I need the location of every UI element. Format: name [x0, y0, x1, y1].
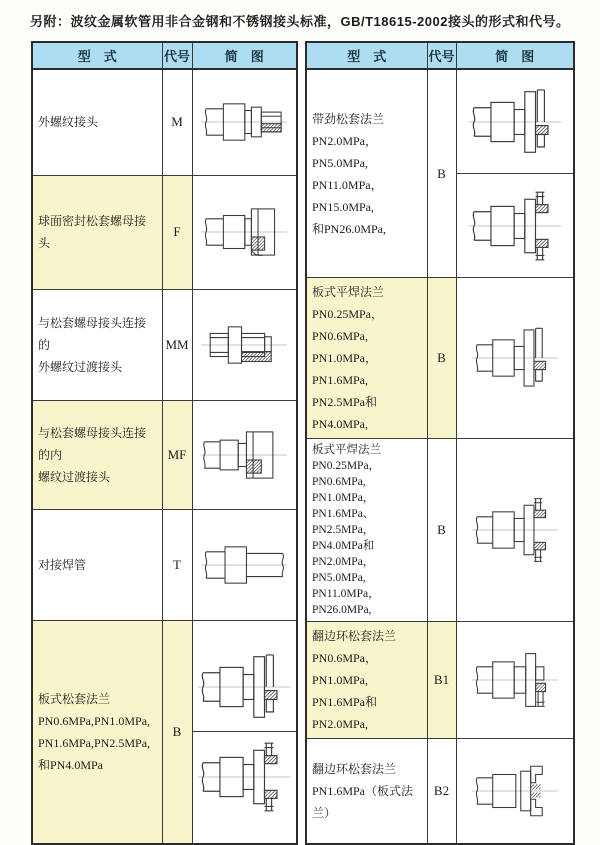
fitting-diagram-cell [456, 739, 574, 844]
fitting-diagram-cell [456, 622, 574, 739]
page-title: 另附：波纹金属软管用非合金钢和不锈钢接头标准，GB/T18615-2002接头的形式和代号。 [30, 14, 570, 29]
fitting-type-cell [306, 739, 427, 844]
fitting-type-cell [306, 439, 427, 622]
fitting-diagram-cell [192, 509, 297, 620]
fitting-type-line: PN1.0MPa，PN1.6MPa、 [312, 492, 375, 520]
fitting-code-cell: T [162, 509, 192, 620]
fitting-type-line: 螺纹过渡接头 [38, 469, 111, 484]
fitting-type-line: PN11.0MPa，PN15.0MPa, [312, 177, 383, 214]
plate-loose-flange-upper-diagram [193, 642, 297, 731]
fitting-diagram-cell [456, 69, 574, 278]
fitting-type-line: 球面密封松套螺母接头 [38, 214, 147, 251]
lap-ring-loose-flange-b1-diagram [466, 647, 564, 713]
male-thread-nipple-diagram [195, 312, 293, 378]
fitting-table-left [31, 41, 298, 845]
fitting-code-cell: B [427, 439, 456, 622]
fitting-type-cell [306, 69, 427, 278]
table-row [32, 289, 297, 400]
fitting-type-cell [32, 400, 162, 509]
col-header-type: 型 式 [306, 42, 427, 69]
fitting-type-line: PN1.6MPa（板式法兰） [312, 783, 414, 820]
col-header-type: 型 式 [32, 42, 162, 69]
fitting-code-cell: B1 [427, 622, 456, 739]
table-row [306, 739, 574, 844]
neck-loose-flange-upper-diagram [457, 70, 574, 173]
fitting-diagram-cell [192, 175, 297, 289]
fitting-type-line: PN1.0MPa，PN1.6MPa, [312, 351, 378, 387]
col-header-diagram: 简 图 [456, 42, 574, 69]
fitting-code-cell: B [427, 278, 456, 439]
fitting-type-line: 板式平焊法兰 [312, 285, 385, 299]
fitting-table-right [305, 41, 575, 845]
fitting-type-line: PN2.0MPa，PN5.0MPa, [312, 133, 378, 170]
fitting-type-cell [32, 620, 162, 843]
fitting-diagram-cell [192, 620, 297, 843]
table-row [306, 278, 574, 439]
fitting-type-line: 和PN26.0MPa, [312, 221, 387, 236]
fitting-code-cell: M [162, 69, 192, 175]
fitting-diagram-cell [192, 289, 297, 400]
fitting-code-cell: MF [162, 400, 192, 509]
fitting-diagram-cell [192, 400, 297, 509]
fitting-type-line: PN11.0MPa，PN26.0MPa, [312, 588, 380, 616]
fitting-type-line: 翻边环松套法兰 [312, 629, 397, 643]
fitting-type-line: 和PN4.0MPa [38, 757, 104, 772]
table-row [32, 620, 297, 843]
fitting-type-line: PN2.5MPa和PN4.0MPa, [312, 395, 378, 431]
fitting-type-cell [306, 278, 427, 439]
fitting-diagram-cell [456, 439, 574, 622]
table-row [306, 69, 574, 278]
fitting-code-cell: F [162, 175, 192, 289]
fitting-type-line: PN0.25MPa，PN0.6MPa, [312, 460, 381, 488]
col-header-code: 代号 [162, 42, 192, 69]
table-row [306, 439, 574, 622]
plate-weld-flange-bolt-diagram [466, 497, 564, 563]
col-header-diagram: 简 图 [192, 42, 297, 69]
fitting-type-line: 外螺纹接头 [38, 115, 99, 130]
neck-loose-flange-lower-diagram [457, 173, 574, 277]
lap-ring-loose-flange-b2-diagram [466, 758, 564, 824]
plate-loose-flange-lower-diagram [193, 731, 297, 821]
fitting-type-cell [32, 175, 162, 289]
fitting-type-cell [32, 509, 162, 620]
table-row [32, 400, 297, 509]
table-row [32, 509, 297, 620]
fitting-type-line: PN0.6MPa,PN1.0MPa, [38, 713, 151, 728]
fitting-tables [31, 41, 575, 845]
fitting-diagram-cell [192, 69, 297, 175]
fitting-type-line: 板式松套法兰 [38, 691, 111, 706]
col-header-code: 代号 [427, 42, 456, 69]
fitting-type-cell [32, 69, 162, 175]
fitting-type-line: 外螺纹过渡接头 [38, 359, 123, 374]
butt-weld-pipe-diagram [195, 532, 293, 598]
plate-weld-flange-diagram [466, 325, 564, 391]
table-row [32, 69, 297, 175]
table-row [32, 175, 297, 289]
header-row [306, 42, 574, 69]
fitting-type-line: PN2.5MPa，PN4.0MPa和 [312, 524, 375, 552]
fitting-type-line: PN0.25MPa，PN0.6MPa, [312, 307, 384, 343]
header-row [32, 42, 297, 69]
fitting-type-line: 对接焊管 [38, 557, 87, 572]
fitting-code-cell: B [162, 620, 192, 843]
fitting-type-line: PN0.6MPa，PN1.0MPa, [312, 651, 378, 687]
fitting-type-line: PN1.6MPa和PN2.0MPa, [312, 695, 378, 731]
fitting-type-line: PN1.6MPa,PN2.5MPa, [38, 735, 151, 750]
male-thread-fitting-diagram [195, 89, 293, 155]
fitting-type-line: PN2.0MPa，PN5.0MPa, [312, 556, 375, 584]
female-thread-nipple-diagram [195, 422, 293, 488]
fitting-type-line: 翻边环松套法兰 [312, 761, 397, 776]
fitting-code-cell: MM [162, 289, 192, 400]
fitting-type-line: 板式平焊法兰 [312, 444, 381, 456]
fitting-code-cell: B [427, 69, 456, 278]
sphere-seal-loose-nut-fitting-diagram [195, 199, 293, 265]
fitting-type-line: 与松套螺母接头连接的 [38, 315, 147, 352]
fitting-type-line: 与松套螺母接头连接的内 [38, 425, 147, 462]
table-row [306, 622, 574, 739]
fitting-diagram-cell [456, 278, 574, 439]
fitting-type-cell [32, 289, 162, 400]
fitting-type-line: 带劲松套法兰 [312, 111, 385, 126]
fitting-type-cell [306, 622, 427, 739]
fitting-code-cell: B2 [427, 739, 456, 844]
